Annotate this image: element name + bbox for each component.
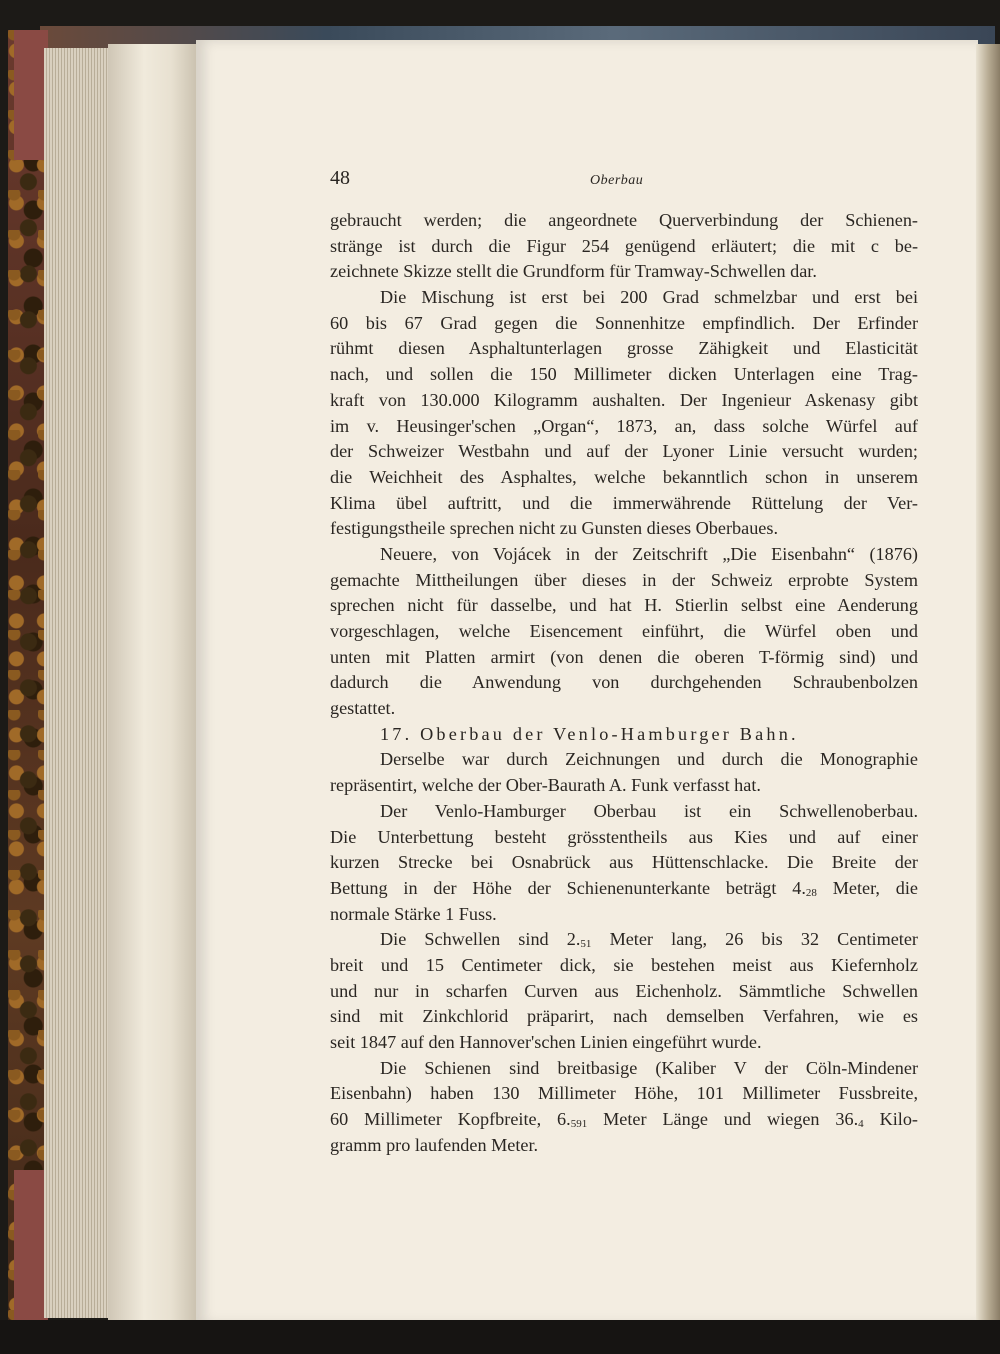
- bottom-shadow: [0, 1320, 1000, 1354]
- decimal-subscript: 51: [580, 938, 592, 951]
- text-line: [330, 1107, 918, 1133]
- text-line: gemachte Mittheilungen über dieses in der Schweiz erprobte System: [330, 569, 918, 590]
- text-line: zeichnete Skizze stellt die Grundform für Tramway-Schwellen dar.: [330, 261, 817, 282]
- text-line: gestattet.: [330, 698, 396, 719]
- decimal-subscript: 28: [805, 886, 817, 899]
- text-line: Die Unterbettung besteht grösstentheils aus Kies und auf einer: [330, 826, 918, 847]
- cover-corner-top: [14, 30, 48, 160]
- text-line: festigungstheile sprechen nicht zu Gunsten dieses Oberbaues.: [330, 518, 778, 539]
- text-line: repräsentirt, welche der Ober-Baurath A. Funk verfasst hat.: [330, 775, 761, 796]
- text-line: unten mit Platten armirt (von denen die oberen T-förmig sind) und: [330, 646, 918, 667]
- text-line: sind mit Zinkchlorid präparirt, nach demselben Verfahren, wie es: [330, 1006, 918, 1027]
- text-run: Meter Länge und wiegen 36.: [587, 1109, 859, 1130]
- text-line: gramm pro laufenden Meter.: [330, 1134, 539, 1155]
- text-line: dadurch die Anwendung von durchgehenden Schraubenbolzen: [330, 672, 918, 693]
- text-run: 60 Millimeter Kopfbreite, 6.: [330, 1109, 571, 1130]
- text-line: normale Stärke 1 Fuss.: [330, 903, 497, 924]
- text-line: Eisenbahn) haben 130 Millimeter Höhe, 101 Millimeter Fussbreite,: [330, 1083, 918, 1104]
- decimal-subscript: 4: [858, 1118, 864, 1131]
- decimal-subscript: 591: [570, 1118, 588, 1131]
- page-number: 48: [330, 167, 350, 189]
- text-line: rühmt diesen Asphaltunterlagen grosse Zähigkeit und Elasticität: [330, 338, 918, 359]
- gutter: [108, 44, 198, 1320]
- text-run: Die Schwellen sind 2.: [380, 929, 581, 950]
- text-line: Der Venlo-Hamburger Oberbau ist ein Schwellenoberbau.: [380, 800, 918, 821]
- text-line: und nur in scharfen Curven aus Eichenholz. Sämmtliche Schwellen: [330, 980, 918, 1001]
- text-line: seit 1847 auf den Hannover'schen Linien eingeführt wurde.: [330, 1032, 762, 1052]
- text-line: die Weichheit des Asphaltes, welche bekanntlich schon in unserem: [330, 466, 918, 487]
- text-line: der Schweizer Westbahn und auf der Lyoner Linie versucht wurden;: [330, 441, 918, 462]
- text-line: Neuere, von Vojácek in der Zeitschrift „Die Eisenbahn“ (1876): [380, 543, 918, 564]
- text-run: Meter lang, 26 bis 32 Centimeter: [591, 929, 918, 950]
- running-head: Oberbau: [590, 173, 644, 188]
- text-run: Bettung in der Höhe der Schienenunterkante beträgt 4.: [330, 877, 806, 898]
- text-line: Die Schienen sind breitbasige (Kaliber V der Cöln-Mindener: [380, 1057, 918, 1078]
- marbled-cover: [8, 30, 48, 1320]
- text-run: Kilo-: [863, 1109, 918, 1130]
- text-line: [330, 876, 918, 902]
- text-line: vorgeschlagen, welche Eisencement einführt, die Würfel oben und: [330, 621, 918, 641]
- text-line: kurzen Strecke bei Osnabrück aus Hüttenschlacke. Die Breite der: [330, 852, 918, 873]
- text-line: Klima übel auftritt, und die immerwährende Rüttelung der Ver-: [330, 492, 918, 513]
- text-line: kraft von 130.000 Kilogramm aushalten. Der Ingenieur Askenasy gibt: [330, 389, 918, 410]
- text-line: stränge ist durch die Figur 254 genügend erläutert; die mit c be-: [330, 235, 918, 256]
- text-line: breit und 15 Centimeter dick, sie bestehen meist aus Kiefernholz: [330, 954, 918, 975]
- text-line: [330, 927, 918, 953]
- body-text: [330, 208, 918, 1158]
- text-line: sprechen nicht für dasselbe, und hat H. Stierlin selbst eine Aenderung: [330, 595, 918, 616]
- text-line: nach, und sollen die 150 Millimeter dicken Unterlagen eine Trag-: [330, 364, 918, 385]
- text-line: Die Mischung ist erst bei 200 Grad schmelzbar und erst bei: [380, 287, 918, 308]
- text-line: gebraucht werden; die angeordnete Querverbindung der Schienen-: [330, 210, 918, 230]
- page-right-edge: [976, 44, 1000, 1324]
- text-line: Derselbe war durch Zeichnungen und durch die Monographie: [380, 749, 918, 770]
- text-line: 60 bis 67 Grad gegen die Sonnenhitze empfindlich. Der Erfinder: [330, 312, 918, 333]
- text-line: im v. Heusinger'schen „Organ“, 1873, an, dass solche Würfel auf: [330, 415, 918, 436]
- page-stack: [44, 48, 110, 1318]
- section-heading: 17. Oberbau der Venlo-Hamburger Bahn.: [380, 723, 799, 744]
- cover-corner-bottom: [14, 1170, 48, 1320]
- text-run: Meter, die: [816, 877, 918, 898]
